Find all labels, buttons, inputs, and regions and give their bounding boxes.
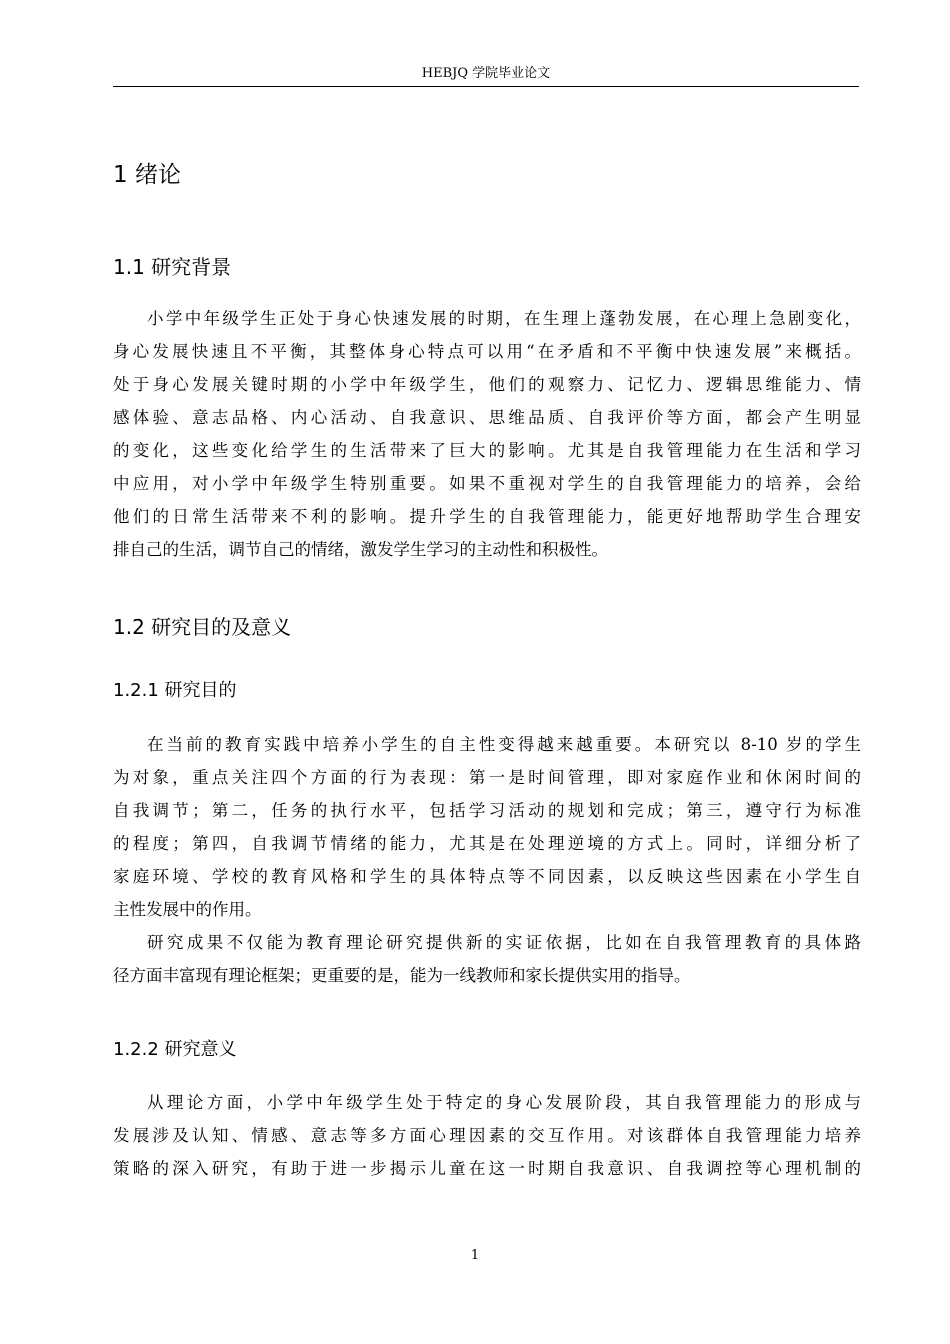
section-title-1-2: 1.2 研究目的及意义 bbox=[113, 615, 292, 639]
text-line: 排自己的生活，调节自己的情绪，激发学生学习的主动性和积极性。 bbox=[113, 540, 608, 559]
header-title: HEBJQ 学院毕业论文 bbox=[421, 66, 551, 81]
text-line: 感体验、意志品格、内心活动、自我意识、思维品质、自我评价等方面，都会产生明显 bbox=[113, 408, 861, 427]
header-rule bbox=[113, 86, 859, 87]
subsection-title-1-2-1: 1.2.1 研究目的 bbox=[113, 680, 237, 701]
text-line: 他们的日常生活带来不利的影响。提升学生的自我管理能力，能更好地帮助学生合理安 bbox=[113, 507, 861, 526]
text-line: 研究成果不仅能为教育理论研究提供新的实证依据，比如在自我管理教育的具体路 bbox=[147, 933, 861, 952]
text-line: 发展涉及认知、情感、意志等多方面心理因素的交互作用。对该群体自我管理能力培养 bbox=[113, 1126, 861, 1145]
text-line: 从理论方面，小学中年级学生处于特定的身心发展阶段，其自我管理能力的形成与 bbox=[147, 1093, 861, 1112]
text-line: 在当前的教育实践中培养小学生的自主性变得越来越重要。本研究以 8-10 岁的学生 bbox=[147, 735, 861, 754]
chapter-title: 1 绪论 bbox=[113, 162, 181, 188]
text-line: 主性发展中的作用。 bbox=[113, 900, 262, 919]
text-line: 处于身心发展关键时期的小学中年级学生，他们的观察力、记忆力、逻辑思维能力、情 bbox=[113, 375, 861, 394]
text-line: 身心发展快速且不平衡，其整体身心特点可以用“在矛盾和不平衡中快速发展”来概括。 bbox=[113, 342, 861, 361]
paragraph-purpose-2 bbox=[113, 926, 861, 992]
text-line: 为对象，重点关注四个方面的行为表现：第一是时间管理，即对家庭作业和休闲时间的 bbox=[113, 768, 861, 787]
paragraph-significance bbox=[113, 1086, 861, 1185]
paragraph-purpose-1 bbox=[113, 728, 861, 926]
text-line: 中应用，对小学中年级学生特别重要。如果不重视对学生的自我管理能力的培养，会给 bbox=[113, 474, 861, 493]
page-number: 1 bbox=[470, 1248, 480, 1263]
text-line: 的程度；第四，自我调节情绪的能力，尤其是在处理逆境的方式上。同时，详细分析了 bbox=[113, 834, 861, 853]
text-line: 小学中年级学生正处于身心快速发展的时期，在生理上蓬勃发展，在心理上急剧变化， bbox=[147, 309, 861, 328]
text-line: 的变化，这些变化给学生的生活带来了巨大的影响。尤其是自我管理能力在生活和学习 bbox=[113, 441, 861, 460]
paragraph-background bbox=[113, 302, 861, 566]
text-line: 径方面丰富现有理论框架；更重要的是，能为一线教师和家长提供实用的指导。 bbox=[113, 966, 691, 985]
text-line: 自我调节；第二，任务的执行水平，包括学习活动的规划和完成；第三，遵守行为标准 bbox=[113, 801, 861, 820]
text-line: 策略的深入研究，有助于进一步揭示儿童在这一时期自我意识、自我调控等心理机制的 bbox=[113, 1159, 861, 1178]
text-line: 家庭环境、学校的教育风格和学生的具体特点等不同因素，以反映这些因素在小学生自 bbox=[113, 867, 861, 886]
section-title-1-1: 1.1 研究背景 bbox=[113, 255, 232, 279]
subsection-title-1-2-2: 1.2.2 研究意义 bbox=[113, 1039, 237, 1060]
